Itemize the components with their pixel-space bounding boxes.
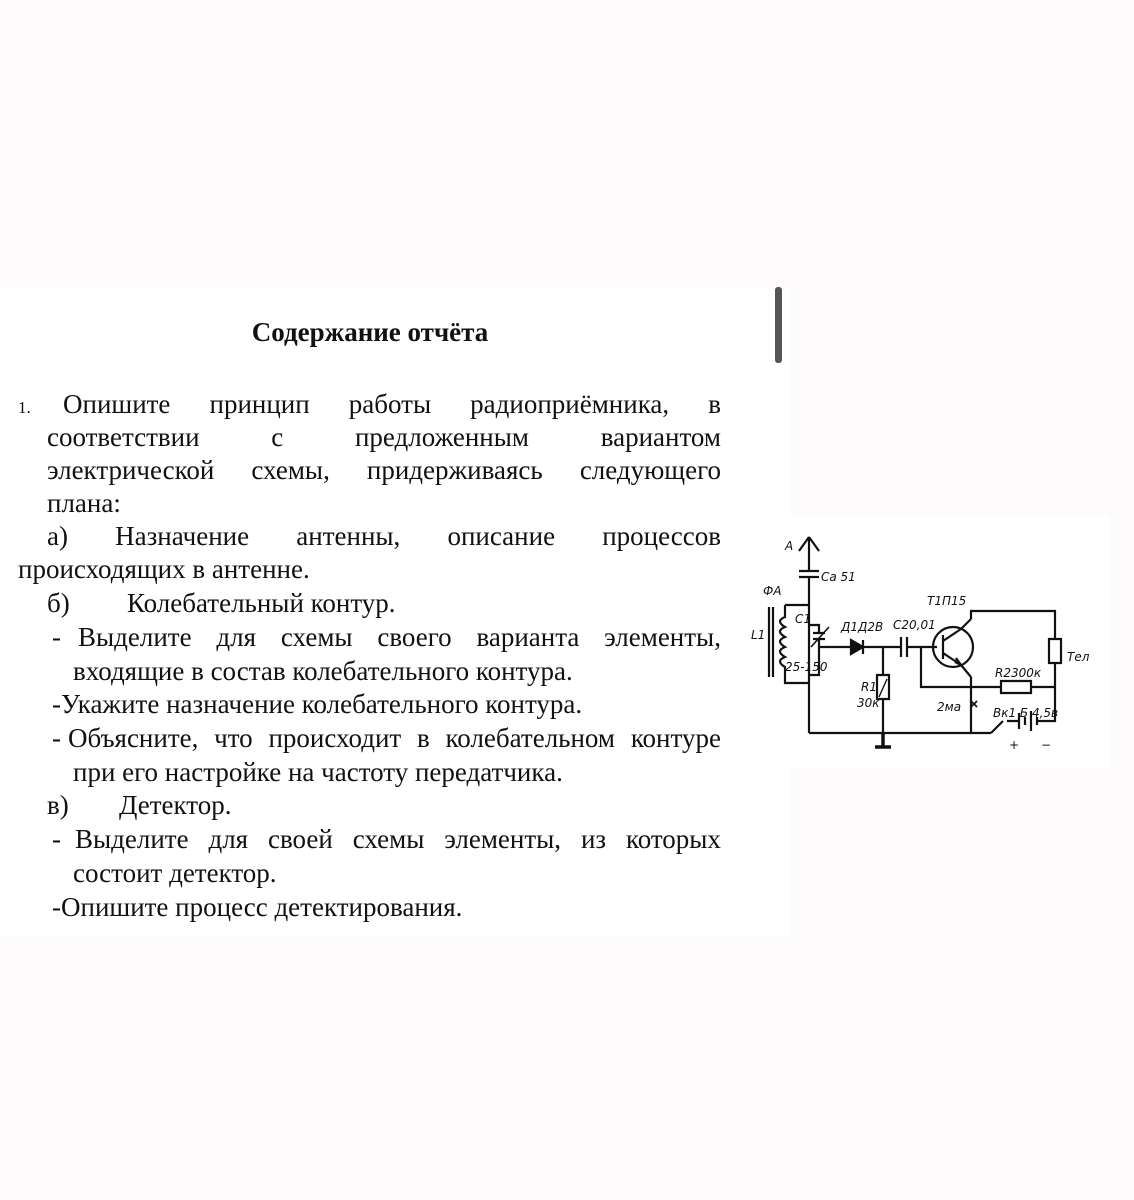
label-plus: + [1009,738,1020,752]
diode-d1 [851,640,863,654]
label-c2: C20,01 [893,618,936,632]
label-r2: R2300к [995,666,1042,680]
item-number: 1. [18,398,31,417]
circuit-diagram [745,515,1110,768]
label-antenna: А [785,539,794,553]
section-a-line-1: а) Назначение антенны, описание процессов [47,521,721,551]
section-b-bullet-2: -Укажите назначение колебательного контура. [52,689,583,719]
label-r1-value: 30к [857,696,880,710]
bullet-marker: - [52,723,61,753]
label-diode: Д1Д2В [841,620,884,634]
label-c1: C1 [795,612,812,626]
document-page [0,287,790,935]
label-current: 2ма [937,700,962,714]
section-b-bullet-3-line-1: Объясните, что происходит в колебательном контуре [68,723,721,753]
label-antenna-cap: Сa 51 [821,570,856,584]
label-coil: L1 [751,628,766,642]
label-headphones: Тел [1067,650,1090,664]
bullet-marker: - [52,824,61,854]
document-title: Содержание отчёта [251,317,489,347]
section-a-line-2: происходящих в антенне. [18,554,310,584]
label-r1: R1 [861,680,877,694]
intro-line-3: электрической схемы, придерживаясь следующего [47,455,721,485]
transistor-t1 [933,627,973,667]
section-c-bullet-2: -Опишите процесс детектирования. [52,892,463,922]
section-b-bullet-1-line-2: входящие в состав колебательного контура. [73,656,573,686]
bullet-marker: - [52,622,61,652]
label-transistor: T1П15 [927,594,967,608]
antenna-symbol [799,537,819,565]
radio-receiver-schematic [745,515,1110,768]
section-b-heading: б) Колебательный контур. [47,588,396,618]
intro-line-2: соответствии с предложенным вариантом [47,422,721,452]
section-b-bullet-3-line-2: при его настройке на частоту передатчика. [73,757,563,787]
scrollbar-thumb[interactable] [775,287,782,363]
intro-line-4: плана: [47,488,121,518]
headphones-icon [1049,639,1061,663]
label-switch-battery: Вк1 Б 4,5в [993,706,1059,720]
label-ferrite-antenna: ФА [763,584,782,598]
section-c-bullet-1-line-2: состоит детектор. [73,858,277,888]
section-b-bullet-1-line-1: Выделите для схемы своего варианта элементы, [78,622,721,652]
label-minus: − [1041,738,1052,752]
label-c1-value: 25-150 [785,660,828,674]
intro-line-1: Опишите принцип работы радиоприёмника, в [63,389,721,419]
section-c-heading: в) Детектор. [47,790,232,820]
section-c-bullet-1-line-1: Выделите для своей схемы элементы, из которых [75,824,721,854]
